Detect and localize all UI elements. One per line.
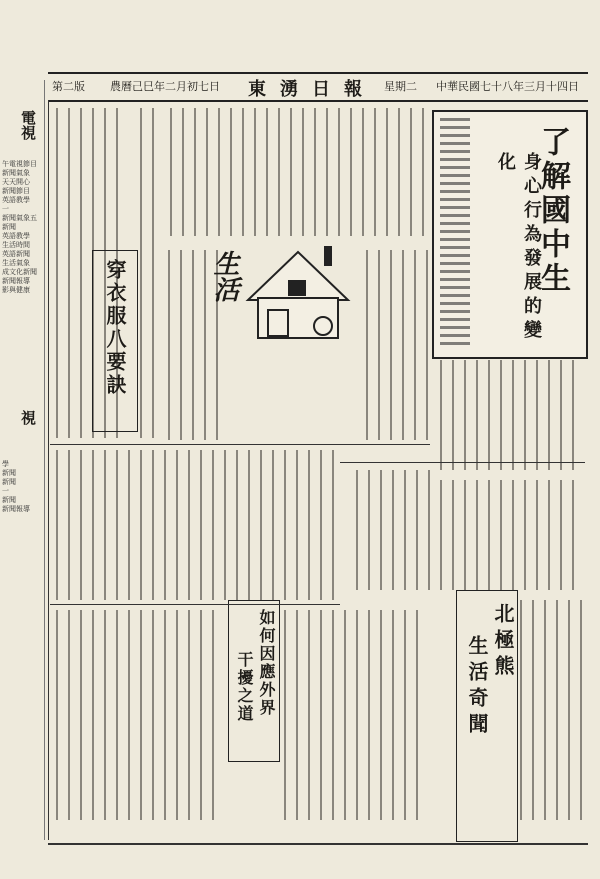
divider xyxy=(50,444,430,445)
page-number: 第二版 xyxy=(52,80,85,93)
life-house-logo xyxy=(228,240,358,340)
tv-listings-2: 學 新聞 新聞 一 新聞 新聞報導 xyxy=(2,460,30,513)
life-logo-text: 生活 xyxy=(209,250,239,302)
tv-section-head: 電視 xyxy=(19,110,37,140)
lunar-date: 農曆己巳年二月初七日 xyxy=(110,80,220,93)
arctic-bear-subtitle: 生活奇聞 xyxy=(465,635,489,739)
interference-title: 如何因應外界 xyxy=(257,609,276,717)
paper-name: 東湧日報 xyxy=(248,79,376,100)
clothing-tips-box xyxy=(92,250,138,432)
issue-date: 中華民國七十八年三月十四日 xyxy=(436,80,579,93)
tv-listings: 午電視節目 新聞氣象 天天開心 新聞節目 英語教學 一 新聞氣象五 新聞 英語教學 生活時間 英語新聞 生活氣象 成文化新聞 新聞報導 影與健康 xyxy=(2,160,37,294)
arctic-bear-box xyxy=(456,590,518,842)
tv-section-head-2: 視 xyxy=(19,410,37,425)
arctic-bear-title: 北極熊 xyxy=(491,603,515,681)
divider xyxy=(50,604,340,605)
bottom-border xyxy=(48,843,588,845)
weekday: 星期二 xyxy=(384,80,417,93)
feature-subtitle: 身心行為發展的變化 xyxy=(495,152,542,344)
interference-subtitle: 干擾之道 xyxy=(235,651,254,723)
interference-box xyxy=(228,600,280,762)
clothing-tips-title: 穿衣服八要訣 xyxy=(103,259,127,397)
feature-title: 了解國中生 xyxy=(535,126,570,296)
divider xyxy=(340,462,585,463)
